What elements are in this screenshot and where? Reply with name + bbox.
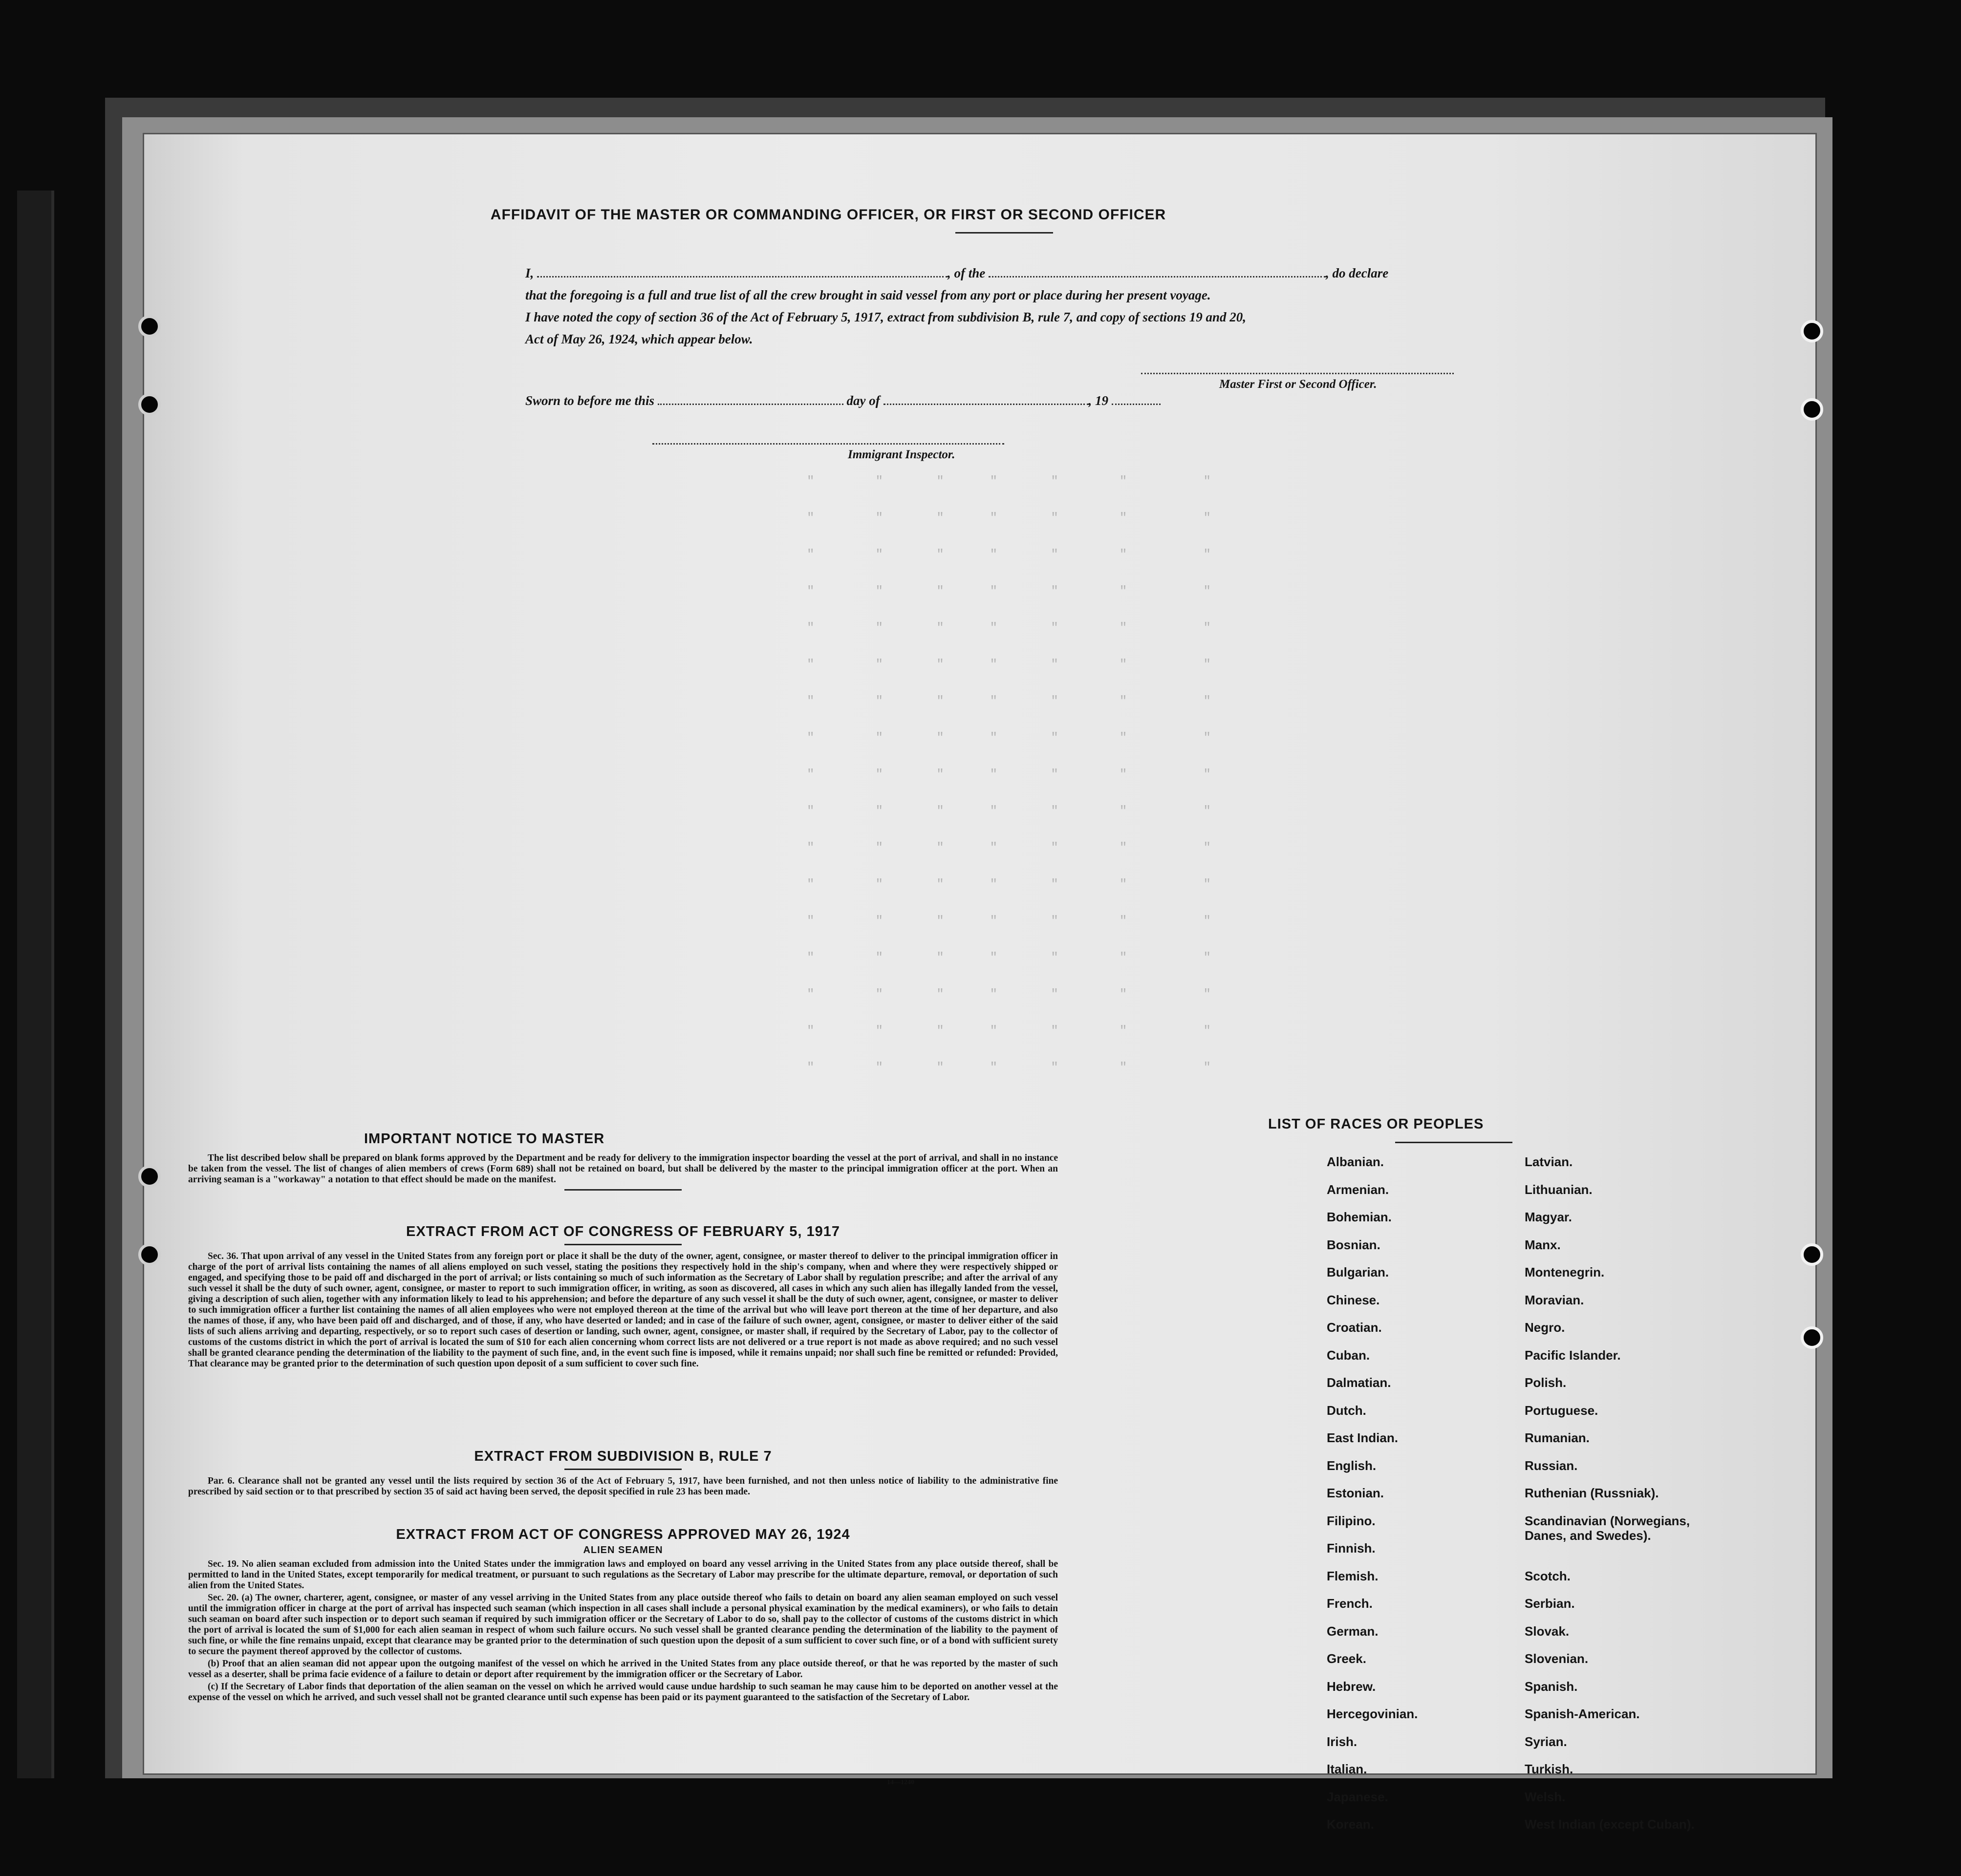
race-item: Estonian. — [1327, 1486, 1384, 1500]
race-item: Scandinavian (Norwegians, Danes, and Swedes). — [1525, 1513, 1690, 1543]
races-left-column — [1327, 1154, 1418, 1845]
extract-1924-sec20c: (c) If the Secretary of Labor finds that deportation of the alien seaman on the vessel on which he arrived would cause undue hardship to such seaman he may cause him to be deported on another vessel at the expense of the vessel on which he arrived, and such vessel shall not be granted clearance until such expense has been paid or its payment guaranteed to the satisfaction of the Secretary of Labor. — [188, 1682, 1058, 1703]
sworn-day-field[interactable] — [658, 394, 843, 405]
race-item: Italian. — [1327, 1762, 1367, 1776]
binder-edge — [17, 191, 54, 1778]
race-item: Serbian. — [1525, 1596, 1575, 1611]
race-item: Bulgarian. — [1327, 1265, 1389, 1279]
sworn-end: , 19 — [1088, 393, 1109, 408]
race-item: Croatian. — [1327, 1320, 1382, 1335]
race-item: Welsh. — [1525, 1789, 1566, 1804]
race-item: Flemish. — [1327, 1568, 1379, 1583]
notice-text: The list described below shall be prepared on blank forms approved by the Department and be ready for delivery to the immigration inspector boarding the vessel at the port of arrival, and shall in no instance be taken from the vessel. The list of changes of alien members of crews (Form 689) shall not be retained on board, but shall be delivered by the master to the principal immigration officer at the port. When an arriving seaman is a "workaway" a notation to that effect should be made on the manifest. — [188, 1153, 1058, 1185]
race-item: Magyar. — [1525, 1210, 1572, 1224]
race-item: Spanish. — [1525, 1679, 1578, 1694]
form-title: AFFIDAVIT OF THE MASTER OR COMMANDING OFFICER, OR FIRST OR SECOND OFFICER — [490, 207, 1166, 223]
extract-1917-text: Sec. 36. That upon arrival of any vessel in the United States from any foreign port or place it shall be the duty of the owner, agent, consignee, or master thereof to deliver to the principal immigration officer in charge of the port of arrival lists containing the names of all aliens employed on such vessel, stating the positions they respectively hold in the ship's company, when and where they were respectively shipped or engaged, and specifying those to be paid off and discharged in the port of arrival; or lists containing so much of such information as the Secretary of Labor shall by regulation prescribe; and after the arrival of any such vessel it shall be the duty of such owner, agent, consignee, or master to report to such immigration officer, in writing, as soon as discovered, all cases in which any such alien has illegally landed from the vessel, giving a description of such alien, together with any information likely to lead to his apprehension; and before the departure of any such vessel it shall be the duty of such owner, agent, consignee, or master to deliver to such immigration officer a further list containing the names of all alien employees who were not employed thereon at the time of the arrival but who will leave port thereon at the time of her departure, and also the names of those, if any, who have been paid off and discharged, and of those, if any, who have deserted or landed; and in case of the failure of such owner, agent, consignee, or master to deliver either of the said lists of such aliens arriving and departing, respectively, or so to report such cases of desertion or landing, such owner, agent, consignee, or master shall, if required by the Secretary of Labor, pay to the collector of customs of the customs district in which the port of arrival is located the sum of $10 for each alien concerning whom correct lists are not delivered or a true report is not made as above required; and no such vessel shall be granted clearance pending the determination of the liability to the payment of such fine, and, in the event such fine is imposed, while it remains unpaid; nor shall such fine be remitted or refunded: Provided, That clearance may be granted prior to the determination of such question upon deposit of a sum sufficient to cover such fine. — [188, 1251, 1058, 1369]
race-item: Finnish. — [1327, 1541, 1376, 1556]
race-item: Hercegovinian. — [1327, 1706, 1418, 1721]
race-item: Dalmatian. — [1327, 1375, 1391, 1390]
important-notice — [188, 1131, 1058, 1196]
race-item: Polish. — [1525, 1375, 1567, 1390]
sworn-statement — [525, 393, 1161, 408]
race-item: Japanese. — [1327, 1789, 1388, 1804]
race-item: English. — [1327, 1458, 1377, 1473]
bleed-through-text: " " " " " " " " " " " " " " " " " " " " " " " " " " " " " " " " " " " " " " " " " " " " " " " " " " " " " " " " " " " " " " " " " " " " " " " " " " " " " " " " " " " " " " " " " " " " " " " " " " " " " " " " " " " " " " " " " " " " " " " — [731, 474, 1211, 1075]
affidavit-line2: that the foregoing is a full and true list of all the crew brought in said vessel from any port or place during her present voyage. — [525, 288, 1211, 302]
sworn-start: Sworn to before me this — [525, 393, 655, 408]
race-item: West Indian (except Cuban). — [1525, 1817, 1695, 1832]
race-item: Scotch. — [1525, 1568, 1571, 1583]
race-item: Portuguese. — [1525, 1403, 1598, 1418]
extract-rule7-heading: EXTRACT FROM SUBDIVISION B, RULE 7 — [474, 1449, 772, 1464]
inspector-signature-line[interactable] — [652, 443, 1004, 445]
extract-rule7-text: Par. 6. Clearance shall not be granted any vessel until the lists required by section 36 of the Act of February 5, 1917, have been furnished, and not then unless notice of liability to the administrative fine prescribed by said section or to that prescribed by section 35 of said act having been served, the deposit specified in rule 23 has been made. — [188, 1476, 1058, 1497]
race-item: Moravian. — [1525, 1292, 1584, 1307]
races-right-column — [1525, 1154, 1730, 1845]
affidavit-text — [525, 262, 1503, 350]
race-item: Rumanian. — [1525, 1430, 1590, 1445]
races-heading: LIST OF RACES OR PEOPLES — [1268, 1116, 1484, 1132]
race-item: French. — [1327, 1596, 1373, 1611]
race-item: Ruthenian (Russniak). — [1525, 1486, 1659, 1500]
affidavit-line1-mid: , of the — [948, 266, 986, 280]
race-item: Greek. — [1327, 1651, 1366, 1666]
race-item: Slovenian. — [1525, 1651, 1589, 1666]
race-item: Irish. — [1327, 1734, 1358, 1749]
race-item: Spanish-American. — [1525, 1706, 1640, 1721]
race-item: Lithuanian. — [1525, 1182, 1593, 1197]
inspector-label: Immigrant Inspector. — [848, 448, 955, 461]
race-item: Armenian. — [1327, 1182, 1389, 1197]
extract-1924-sec20b: (b) Proof that an alien seaman did not appear upon the outgoing manifest of the vessel on which he arrived in the United States from any place outside thereof, or that he was reported by the master of such vessel as a deserter, shall be prima facie evidence of a failure to detain or deport after requirement by the immigration officer or the Secretary of Labor. — [188, 1659, 1058, 1680]
race-item: Latvian. — [1525, 1154, 1573, 1169]
race-item: Cuban. — [1327, 1347, 1370, 1363]
extract-1924 — [188, 1527, 1058, 1705]
extract-1924-subheading: ALIEN SEAMEN — [583, 1545, 663, 1556]
extract-1917 — [188, 1224, 1058, 1371]
sworn-mid: day of — [846, 393, 880, 408]
sworn-month-field[interactable] — [884, 394, 1089, 405]
race-item: Hebrew. — [1327, 1679, 1376, 1694]
vessel-name-field[interactable] — [989, 266, 1326, 277]
affidavit-line1-end: , do declare — [1326, 266, 1389, 280]
race-item: East Indian. — [1327, 1430, 1398, 1445]
race-item: Turkish. — [1525, 1762, 1573, 1776]
title-rule — [955, 232, 1053, 234]
master-name-field[interactable] — [537, 266, 948, 277]
extract-rule7 — [188, 1449, 1058, 1499]
extract-1917-heading: EXTRACT FROM ACT OF CONGRESS OF FEBRUARY 5, 1917 — [406, 1224, 840, 1239]
race-item: Pacific Islander. — [1525, 1347, 1621, 1363]
affidavit-line1-start: I, — [525, 266, 534, 280]
race-item: Montenegrin. — [1525, 1265, 1605, 1279]
sworn-year-field[interactable] — [1112, 394, 1161, 405]
affidavit-line4: Act of May 26, 1924, which appear below. — [525, 332, 753, 346]
signature-line[interactable] — [1141, 373, 1454, 374]
race-item: Korean. — [1327, 1817, 1374, 1832]
race-item: Bohemian. — [1327, 1210, 1392, 1224]
race-item: Slovak. — [1525, 1623, 1570, 1639]
race-item: Manx. — [1525, 1237, 1561, 1252]
document-page — [144, 134, 1815, 1832]
race-item: Dutch. — [1327, 1403, 1366, 1418]
race-item: Syrian. — [1525, 1734, 1567, 1749]
extract-1917-rule — [564, 1244, 682, 1245]
notice-heading: IMPORTANT NOTICE TO MASTER — [364, 1131, 605, 1147]
race-item: Negro. — [1525, 1320, 1565, 1335]
extract-1924-heading: EXTRACT FROM ACT OF CONGRESS APPROVED MAY 26, 1924 — [396, 1527, 850, 1542]
race-item: Filipino. — [1327, 1513, 1376, 1528]
race-item: Bosnian. — [1327, 1237, 1380, 1252]
race-item: Albanian. — [1327, 1154, 1384, 1169]
race-item: German. — [1327, 1623, 1379, 1639]
race-item: Chinese. — [1327, 1292, 1380, 1307]
races-rule — [1395, 1142, 1512, 1143]
notice-rule — [564, 1189, 682, 1191]
extract-1924-sec19: Sec. 19. No alien seaman excluded from admission into the United States under the immigration laws and employed on board any vessel arriving in the United States from any place outside thereof, shall be permitted to land in the United States, except temporarily for medical treatment, or pursuant to such regulations as the Secretary of Labor may prescribe for the ultimate departure, removal, or deportation of such alien from the United States. — [188, 1559, 1058, 1591]
signature-label: Master First or Second Officer. — [1219, 378, 1377, 391]
affidavit-line3: I have noted the copy of section 36 of the Act of February 5, 1917, extract from subdivision B, rule 7, and copy of sections 19 and 20, — [525, 310, 1246, 324]
extract-rule7-rule — [564, 1469, 682, 1470]
extract-1924-sec20a: Sec. 20. (a) The owner, charterer, agent, consignee, or master of any vessel arriving in the United States from any place outside thereof who fails to detain on board any alien seaman employed on such vessel until the immigration officer in charge at the port of arrival has inspected such seaman (which inspection in all cases shall include a personal physical examination by the medical examiners), or who fails to detain such seaman on board after such inspection or to deport such seaman if required by such immigration officer or the Secretary of Labor to do so, shall pay to the collector of customs of the customs district in which the port of arrival is located the sum of $1,000 for each alien seaman in respect of whom such failure occurs. No such vessel shall be granted clearance pending the determination of the liability to the payment of such fine, or while the fine remains unpaid, except that clearance may be granted prior to the determination of such question upon the deposit of a sum sufficient to cover such fine, or of a bond with sufficient surety to secure the payment thereof approved by the collector of customs. — [188, 1593, 1058, 1657]
form-number: 14—1240 — [887, 1779, 914, 1786]
race-item: Russian. — [1525, 1458, 1578, 1473]
